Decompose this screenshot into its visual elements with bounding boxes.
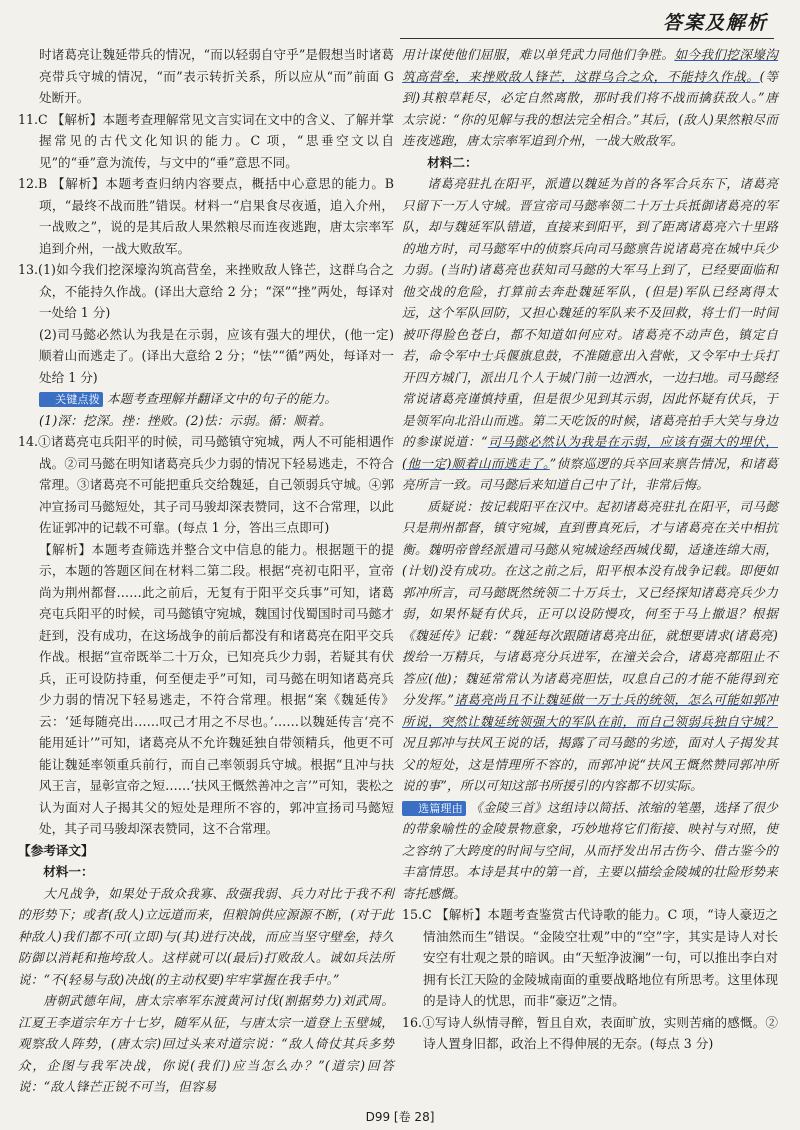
reason-tag: ✎ 选篇理由 [402, 801, 466, 816]
reference-translation-title: 【参考译文】 [18, 842, 94, 858]
pencil-icon: ✎ [42, 393, 52, 406]
analysis-q14: 【解析】本题考查筛选并整合文中信息的能力。根据题干的提示，本题的答题区间在材料二第二段。根据“亮初屯阳平，宣帝尚为荆州都督……此之前后，无复有于阳平交兵事”可知，诸葛亮屯兵阳平的时候，司马懿镇守宛城，魏国讨伐蜀国时司马懿才赶到，没有成功，在这场战争的前后都没有和诸葛亮在阳平交兵作战。根据“宣帝既举二十万众，已知亮兵少力弱，若疑其有伏兵，正可设防持重，何至便走乎”可知，司马懿在明知诸葛亮兵少力弱的情况下轻易逃走，不符合常理。根据“案《魏延传》云：‘延每随亮出……叹己才用之不尽也。’……以魏延传言‘亮不能用延计’”可知，诸葛亮从不允许魏延独自带领精兵，他更不可能让魏延率领重兵前行，而自己率领弱兵守城。根据“且冲与扶风王言，显彰宣帝之短……‘扶风王慨然善冲之言’”可知，裴松之认为面对人子揭其父的短处是理所不容的，郭冲宣扬司马懿短处，其子司马骏却深表赞同，这不合常理。 [39, 541, 394, 836]
keypoint-block [18, 388, 394, 410]
material2-title: 材料二： [427, 154, 478, 170]
page-header-title: 答案及解析 [662, 12, 768, 34]
page-number: D99 [卷 28] [365, 1110, 435, 1124]
selection-reason: ✎ 选篇理由 《金陵三首》这组诗以简括、浓缩的笔墨，选择了很少的带象喻性的金陵景物意象，巧妙地将它们衔接、映衬与对照，使之容纳了大跨度的时间与空间，从而抒发出吊古伤今、借古鉴今的丰富情思。本诗是其中的第一首，主要以描绘金陵城的壮险形势来寄托感慨。 [402, 799, 778, 901]
keypoint-tag: ✎ 关键点拨 [39, 392, 103, 407]
answer-q13-part1: 13.(1)如今我们挖深壕沟筑高营垒，来挫败敌人锋芒，这群乌合之众，不能持久作战。(译出大意给 2 分；“深”“挫”两处，每译对一处给 1 分) [18, 262, 394, 320]
underlined-translation-2: 司马懿必然认为我是在示弱，应该有强大的埋伏，(他一定)顺着山而逃走了。 [402, 434, 779, 471]
keypoint-terms: (1)深：挖深。挫：挫败。(2)怯：示弱。循：顺着。 [39, 412, 332, 428]
keypoint-text: 本题考查理解并翻译文中的句子的能力。 [106, 391, 338, 406]
answer-q14: 14.①诸葛亮屯兵阳平的时候，司马懿镇守宛城，两人不可能相遇作战。②司马懿在明知诸葛亮兵少力弱的情况下轻易逃走，不符合常理。③诸葛亮不可能把重兵交给魏延，自己领弱兵守城。④郭冲宣扬司马懿短处，其子司马骏却深表赞同，这不合常理，以此佐证郭冲的记载不可靠。(每点 1 分，答出三点即可) [18, 434, 394, 535]
q10-continuation: 时诸葛亮让魏延带兵的情况，“而以轻弱自守乎”是假想当时诸葛亮带兵守城的情况，“而”表示转折关系，所以应从“而”前面 G 处断开。 [39, 47, 394, 105]
pencil-icon: ✎ [405, 801, 415, 815]
answer-q16: 16.①写诗人纵情寻醉，暂且自欢，表面旷放，实则苦痛的感慨。②诗人置身旧都，政治上不得伸展的无奈。(每点 3 分) [402, 1014, 778, 1051]
material1-para2: 唐朝武德年间，唐太宗率军东渡黄河讨伐(割据势力)刘武周。江夏王李道宗年方十七岁，随军从征，与唐太宗一道登上玉壁城，观察敌人阵势，(唐太宗)回过头来对道宗说：“敌人倚仗其兵多势众，企图与我军决战，你说(我们)应当怎么办？”(道宗)回答说：“敌人锋芒正锐不可当，但容易 [18, 993, 394, 1094]
left-column [18, 44, 394, 1098]
answer-q15: 15.C 【解析】本题考查鉴赏古代诗歌的能力。C 项，“诗人豪迈之情油然而生”错误。“金陵空壮观”中的“空”字，其实是诗人对长安空有壮观之景的暗讽。由“天堑净波澜”一句，可以推出李白对拥有长江天险的金陵城南面的重要战略地位有所思考。这里体现的是诗人的忧思，而非“豪迈”之情。 [402, 907, 778, 1008]
material1-para1: 大凡战争，如果处于敌众我寡、敌强我弱、兵力对比于我不利的形势下；或者(敌人)立远道而来，但粮饷供应源源不断，(对于此种敌人)我们都不可(立即)与(其)进行决战，而应当坚守壁垒，持久防御以消耗和拖垮敌人。这样就可以(最后)打败敌人。诚如兵法所说：“不(轻易与敌)决战(的主动权要)牢牢掌握在我手中。” [18, 885, 394, 987]
material2-para2: 质疑说：按记载阳平在汉中。起初诸葛亮驻扎在阳平，司马懿只是荆州都督，镇守宛城，直到曹真死后，才与诸葛亮在关中相抗衡。魏明帝曾经派遣司马懿从宛城途经西城伐蜀，适逢连绵大雨，(计划)没有成功。在这之前之后，阳平根本没有战争记载。即便如郭冲所言，司马懿既然统领二十万兵士，又已经探知诸葛亮兵少力弱，如果怀疑有伏兵，正可以设防慢攻，何至于马上撤退？根据《魏延传》记载：“魏延每次跟随诸葛亮出征，就想要请求(诸葛亮)拨给一万精兵，与诸葛亮分兵进军，在潼关会合，诸葛亮都阻止不答应(他)；魏延常常认为诸葛亮胆怯，叹息自己的才能不能得到充分发挥。”诸葛亮尚且不让魏延做一万士兵的统领，怎么可能如郭冲所说，突然让魏延统领强大的军队在前，而自己领弱兵独自守城？况且郭冲与扶风王说的话，揭露了司马懿的劣迹，面对人子揭发其父的短处，这是情理所不容的，而郭冲说“扶风王慨然赞同郭冲所说的事”，所以可知这部书所援引的内容都不切实际。 [402, 498, 779, 793]
answer-q12: 12.B 【解析】本题考查归纳内容要点，概括中心意思的能力。B 项，“最终不战而胜”错误。材料一“启果食尽夜遁，追入介州，一战败之”，说的是其后敌人果然粮尽而连夜逃跑，唐太宗率军追到介州，一战大败敌军。 [18, 176, 394, 256]
material1-continuation: 用计谋使他们屈服，难以单凭武力同他们争胜。如今我们挖深壕沟筑高营垒，来挫败敌人锋芒，这群乌合之众，不能持久作战。(等到)其粮草耗尽，必定自然离散，那时我们将不战而擒获敌人。”唐太宗说：“你的见解与我的想法完全相合。”其后，(敌人)果然粮尽而连夜逃跑，唐太宗率军追到介州，一战大败敌军。 [402, 47, 778, 148]
answer-q11: 11.C 【解析】本题考查理解常见文言实词在文中的含义、了解并掌握常见的古代文化知识的能力。C 项，“思垂空文以自见”的“垂”意为流传，与文中的“垂”意思不同。 [18, 111, 394, 170]
underlined-translation-3: 诸葛亮尚且不让魏延做一万士兵的统领，怎么可能如郭冲所说，突然让魏延统领强大的军队在前，而自己领弱兵独自守城？ [402, 692, 779, 729]
right-column [402, 44, 778, 1055]
header-divider [400, 38, 774, 39]
underlined-translation-1: 如今我们挖深壕沟筑高营垒，来挫败敌人锋芒，这群乌合之众，不能持久作战。 [402, 47, 778, 84]
answer-q13-part2: (2)司马懿必然认为我是在示弱，应该有强大的埋伏，(他一定)顺着山而逃走了。(译出大意给 2 分；“怯”“循”两处，每译对一处给 1 分) [39, 326, 394, 385]
material1-title: 材料一： [43, 864, 94, 879]
material2-para1: 诸葛亮驻扎在阳平，派遣以魏延为首的各军合兵东下，诸葛亮只留下一万人守城。晋宣帝司马懿率领二十万士兵抵御诸葛亮的军队，却与魏延军队错道，直接来到阳平，到了距离诸葛亮六十里路的地方时，司马懿军中的侦察兵向司马懿禀告说诸葛亮在城中兵少力弱。(当时)诸葛亮也获知司马懿的大军马上到了，已经要面临和他交战的危险，打算前去奔赴魏延军队，(但是)军队已经离得太远，这个军队回防，又担心魏延的军队来不及回救，将士们一时间被吓得脸色苍白，都不知道如何应对。诸葛亮不动声色，镇定自若，命令军中士兵偃旗息鼓，不准随意出入营帐，又令军中士兵打开四方城门，派出几个人于城门前一边洒水，一边扫地。司马懿经常说诸葛亮谨慎持重，但是很少见到其示弱，因此怀疑有伏兵，于是领军向北沿山而逃。第二天吃饭的时候，诸葛亮拍手大笑与身边的参谋说道：“司马懿必然认为我是在示弱，应该有强大的埋伏，(他一定)顺着山而逃走了。”侦察巡逻的兵卒回来禀告情况，和诸葛亮所言一致。司马懿后来知道自己中了计，非常后悔。 [402, 176, 779, 492]
